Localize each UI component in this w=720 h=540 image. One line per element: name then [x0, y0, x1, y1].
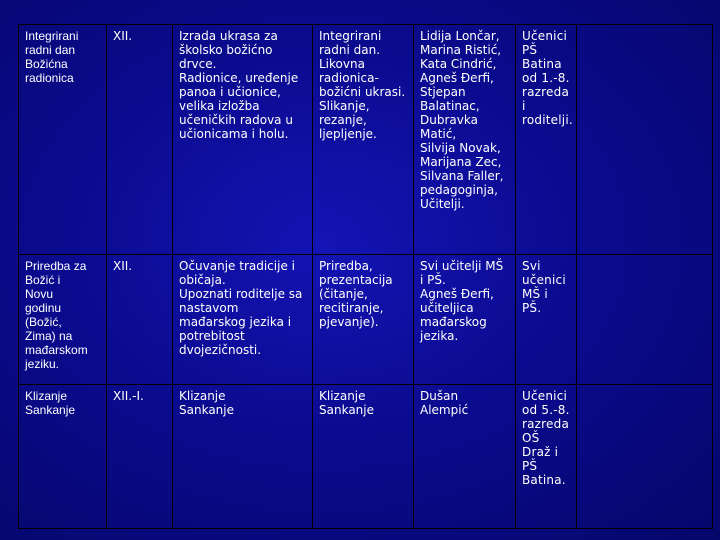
time-cell — [107, 25, 173, 255]
lead-cell — [414, 385, 516, 529]
lead-cell — [414, 25, 516, 255]
table-row — [19, 25, 713, 255]
time-text: XII. — [113, 29, 133, 43]
method-text: Priredba, prezentacija (čitanje, recitiranje, pjevanje). — [319, 259, 393, 329]
time-cell — [107, 255, 173, 385]
table-row — [19, 255, 713, 385]
target-cell — [516, 25, 577, 255]
goals-text: Očuvanje tradicije i običaja. Upoznati roditelje sa nastavom mađarskog jezika i potrebitost dvojezičnosti. — [179, 259, 303, 357]
activity-text: Integrirani radni dan Božićna radionica — [25, 29, 79, 85]
empty-cell — [577, 255, 713, 385]
lead-cell — [414, 255, 516, 385]
empty-cell — [577, 25, 713, 255]
activity-cell — [19, 25, 107, 255]
goals-cell — [173, 255, 313, 385]
activity-table — [18, 24, 713, 529]
method-text: Klizanje Sankanje — [319, 389, 374, 417]
target-text: Svi učenici MŠ i PŠ. — [522, 259, 566, 315]
lead-text: Dušan Alempić — [420, 389, 469, 417]
target-text: Učenici od 5.-8. razreda OŠ Draž i PŠ Batina. — [522, 389, 570, 487]
target-cell — [516, 255, 577, 385]
target-cell — [516, 385, 577, 529]
time-text: XII.-I. — [113, 389, 144, 403]
lead-text: Lidija Lončar, Marina Ristić, Kata Cindrić, Agneš Đerfi, Stjepan Balatinac, Dubravka Matić, Silvija Novak, Marijana Zec, Silvana Faller, pedagoginja, Učitelji. — [420, 29, 504, 211]
time-cell — [107, 385, 173, 529]
method-cell — [313, 255, 414, 385]
method-cell — [313, 385, 414, 529]
time-text: XII. — [113, 259, 133, 273]
activity-cell — [19, 385, 107, 529]
goals-text: Izrada ukrasa za školsko božićno drvce. Radionice, uređenje panoa i učionice, velika izložba učeničkih radova u učionicama i holu. — [179, 29, 299, 141]
table-row — [19, 385, 713, 529]
activity-text: Priredba za Božić i Novu godinu (Božić, Zima) na mađarskom jeziku. — [25, 259, 88, 371]
goals-cell — [173, 385, 313, 529]
goals-cell — [173, 25, 313, 255]
target-text: Učenici PŠ Batina od 1.-8. razreda i roditelji. — [522, 29, 573, 127]
empty-cell — [577, 385, 713, 529]
method-cell — [313, 25, 414, 255]
activity-cell — [19, 255, 107, 385]
lead-text: Svi učitelji MŠ i PŠ. Agneš Đerfi, učiteljica mađarskog jezika. — [420, 259, 504, 343]
activity-text: Klizanje Sankanje — [25, 389, 76, 417]
goals-text: Klizanje Sankanje — [179, 389, 234, 417]
method-text: Integrirani radni dan. Likovna radionica- božićni ukrasi. Slikanje, rezanje, ljepljenje. — [319, 29, 406, 141]
